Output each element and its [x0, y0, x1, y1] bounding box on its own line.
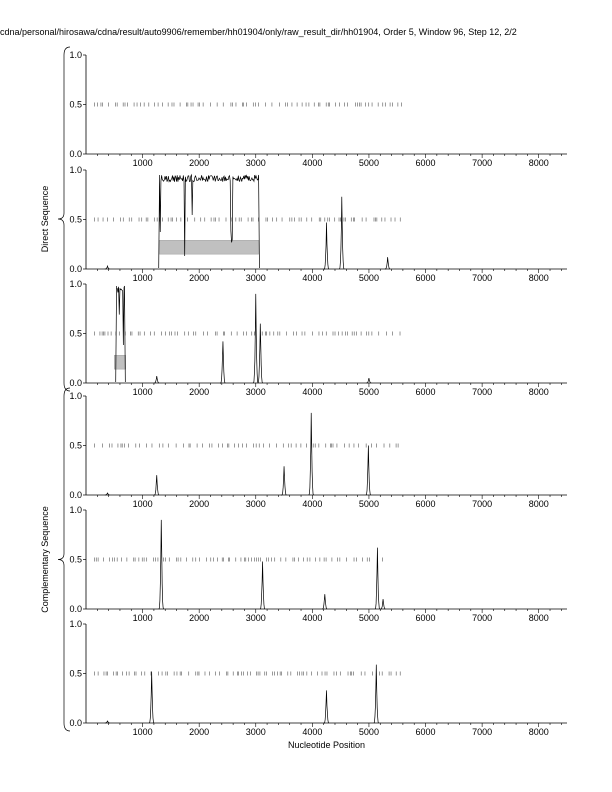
- x-tick-label: 4000: [302, 387, 323, 397]
- x-tick-label: 4000: [302, 158, 323, 168]
- x-tick-label: 3000: [245, 727, 266, 737]
- x-tick-label: 7000: [472, 158, 493, 168]
- x-tick-label: 7000: [472, 613, 493, 623]
- x-tick-label: 4000: [302, 727, 323, 737]
- x-tick-label: 2000: [189, 727, 210, 737]
- x-tick-label: 6000: [415, 387, 436, 397]
- signal-peak: [340, 197, 345, 269]
- signal-peak: [375, 548, 380, 609]
- x-tick-label: 7000: [472, 499, 493, 509]
- group-label: Direct Sequence: [40, 185, 50, 253]
- x-tick-label: 6000: [415, 499, 436, 509]
- signal-peak: [154, 475, 159, 495]
- x-tick-label: 1000: [132, 158, 153, 168]
- x-tick-label: 1000: [132, 387, 153, 397]
- signal-peak: [374, 665, 379, 723]
- region-box: [160, 240, 259, 254]
- y-tick-label: 0.5: [69, 668, 82, 679]
- signal-peak: [221, 341, 226, 383]
- x-tick-label: 7000: [472, 273, 493, 283]
- x-axis-label: Nucleotide Position: [287, 740, 366, 750]
- x-tick-label: 3000: [245, 613, 266, 623]
- x-tick-label: 3000: [245, 158, 266, 168]
- signal-peak: [309, 413, 314, 495]
- y-tick-label: 1.0: [69, 505, 82, 515]
- x-tick-label: 6000: [415, 273, 436, 283]
- x-tick-label: 1000: [132, 727, 153, 737]
- signal-peak: [324, 222, 329, 269]
- x-tick-label: 6000: [415, 613, 436, 623]
- x-tick-label: 4000: [302, 613, 323, 623]
- signal-peak: [282, 466, 287, 495]
- x-tick-label: 8000: [528, 499, 549, 509]
- signal-peak: [366, 446, 371, 496]
- x-tick-label: 6000: [415, 158, 436, 168]
- x-tick-label: 8000: [528, 158, 549, 168]
- x-tick-label: 2000: [189, 613, 210, 623]
- x-tick-label: 8000: [528, 387, 549, 397]
- y-tick-label: 1.0: [69, 279, 82, 289]
- x-tick-label: 7000: [472, 387, 493, 397]
- y-tick-label: 1.0: [69, 165, 82, 175]
- x-tick-label: 3000: [245, 499, 266, 509]
- x-tick-label: 4000: [302, 499, 323, 509]
- y-tick-label: 0.0: [69, 718, 82, 728]
- y-tick-label: 1.0: [69, 50, 82, 60]
- y-tick-label: 0.0: [69, 490, 82, 500]
- signal-peak: [154, 376, 159, 383]
- y-tick-label: 0.0: [69, 149, 82, 159]
- y-tick-label: 0.0: [69, 378, 82, 388]
- x-tick-label: 2000: [189, 499, 210, 509]
- x-tick-label: 8000: [528, 727, 549, 737]
- group-brace: [58, 388, 70, 731]
- signal-peak: [324, 690, 329, 723]
- y-tick-label: 1.0: [69, 391, 82, 401]
- x-tick-label: 7000: [472, 727, 493, 737]
- y-tick-label: 0.0: [69, 604, 82, 614]
- y-tick-label: 1.0: [69, 619, 82, 629]
- x-tick-label: 1000: [132, 613, 153, 623]
- signal-peak: [159, 520, 164, 609]
- x-tick-label: 8000: [528, 273, 549, 283]
- group-brace: [58, 47, 70, 391]
- x-tick-label: 5000: [358, 273, 379, 283]
- y-tick-label: 0.5: [69, 99, 82, 110]
- x-tick-label: 3000: [245, 387, 266, 397]
- y-tick-label: 0.0: [69, 264, 82, 274]
- signal-peak: [381, 599, 386, 609]
- group-label: Complementary Sequence: [40, 506, 50, 613]
- signal-peak: [254, 294, 259, 383]
- signal-peak: [385, 257, 390, 269]
- x-tick-label: 2000: [189, 387, 210, 397]
- signal-peak: [260, 561, 265, 609]
- signal-peak: [149, 672, 154, 723]
- y-tick-label: 0.5: [69, 328, 82, 339]
- y-tick-label: 0.5: [69, 214, 82, 225]
- x-tick-label: 5000: [358, 613, 379, 623]
- y-tick-label: 0.5: [69, 440, 82, 451]
- x-tick-label: 6000: [415, 727, 436, 737]
- y-tick-label: 0.5: [69, 554, 82, 565]
- x-tick-label: 4000: [302, 273, 323, 283]
- x-tick-label: 5000: [358, 158, 379, 168]
- x-tick-label: 2000: [189, 273, 210, 283]
- signal-peak: [105, 266, 110, 269]
- x-tick-label: 3000: [245, 273, 266, 283]
- x-tick-label: 5000: [358, 499, 379, 509]
- page-title: cdna/personal/hirosawa/cdna/result/auto9906/remember/hh01904/only/raw_result_dir/hh01904, Order 5, Window 96, Step 12, 2/2: [0, 27, 517, 37]
- x-tick-label: 5000: [358, 727, 379, 737]
- x-tick-label: 1000: [132, 499, 153, 509]
- signal-peak: [258, 324, 263, 383]
- signal-peak: [323, 594, 328, 609]
- signal-peak: [367, 378, 372, 383]
- x-tick-label: 5000: [358, 387, 379, 397]
- x-tick-label: 8000: [528, 613, 549, 623]
- x-tick-label: 1000: [132, 273, 153, 283]
- x-tick-label: 2000: [189, 158, 210, 168]
